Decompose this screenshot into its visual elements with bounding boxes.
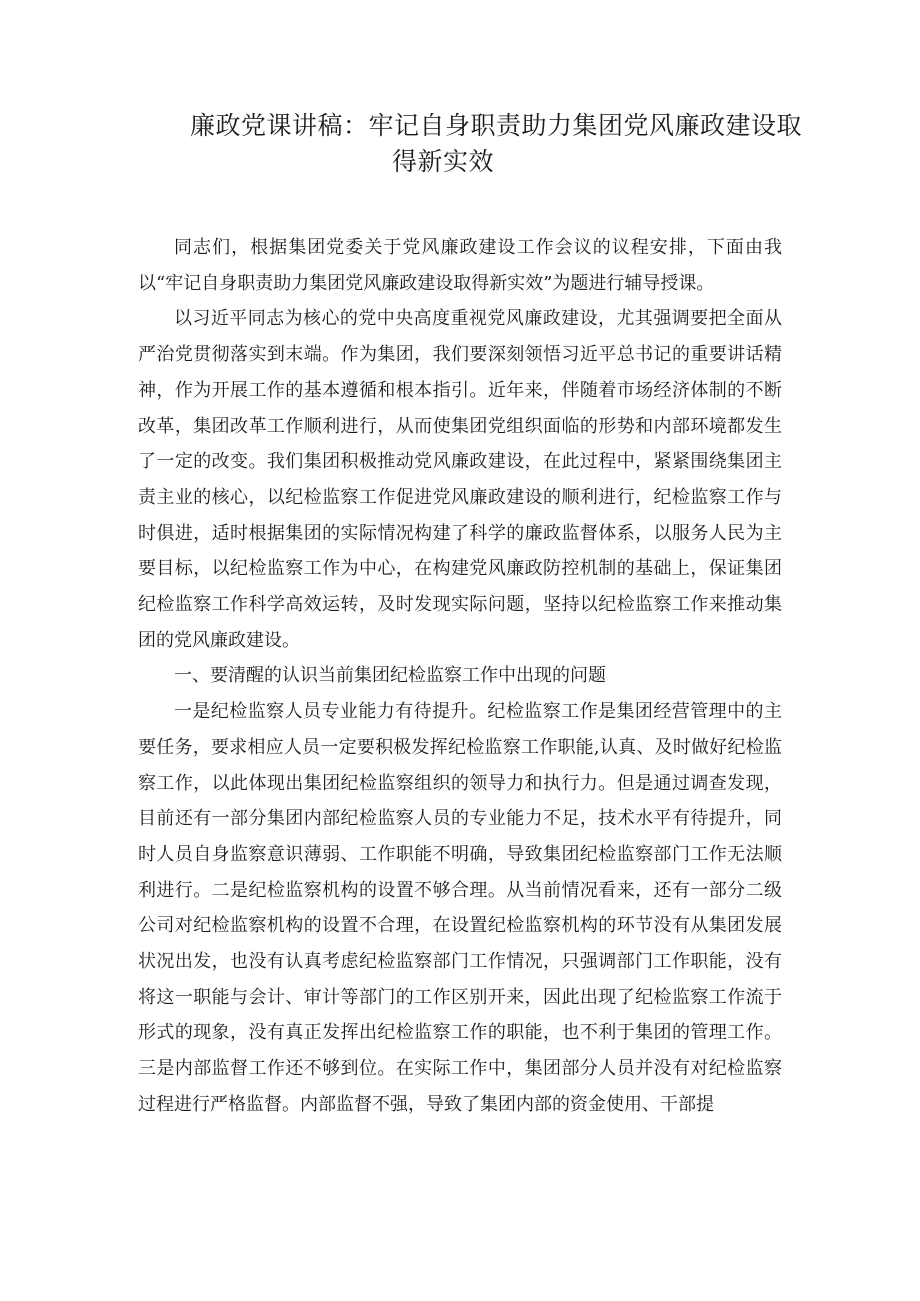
title-line-2: 得新实效 — [392, 147, 495, 176]
title-line-1: 廉政党课讲稿：牢记自身职责助力集团党风廉政建设取 — [190, 111, 803, 140]
document-title — [138, 108, 838, 180]
paragraph-problems: 一是纪检监察人员专业能力有待提升。纪检监察工作是集团经营管理中的主要任务，要求相应人员一定要积极发挥纪检监察工作职能,认真、及时做好纪检监察工作，以此体现出集团纪检监察组织的领导力和执行力。但是通过调查发现，目前还有一部分集团内部纪检监察人员的专业能力不足，技术水平有待提升，同时人员自身监察意识薄弱、工作职能不明确，导致集团纪检监察部门工作无法顺利进行。二是纪检监察机构的设置不够合理。从当前情况看来，还有一部分二级公司对纪检监察机构的设置不合理，在设置纪检监察机构的环节没有从集团发展状况出发，也没有认真考虑纪检监察部门工作情况，只强调部门工作职能，没有将这一职能与会计、审计等部门的工作区别开来，因此出现了纪检监察工作流于形式的现象，没有真正发挥出纪检监察工作的职能，也不利于集团的管理工作。三是内部监督工作还不够到位。在实际工作中，集团部分人员并没有对纪检监察过程进行严格监督。内部监督不强，导致了集团内部的资金使用、干部提 — [138, 701, 782, 1115]
document-body — [138, 230, 782, 1123]
paragraph-intro: 同志们，根据集团党委关于党风廉政建设工作会议的议程安排，下面由我以“牢记自身职责助力集团党风廉政建设取得新实效”为题进行辅导授课。 — [138, 237, 782, 294]
section-heading-1: 一、要清醒的认识当前集团纪检监察工作中出现的问题 — [174, 665, 606, 687]
paragraph-background: 以习近平同志为核心的党中央高度重视党风廉政建设，尤其强调要把全面从严治党贯彻落实到末端。作为集团，我们要深刻领悟习近平总书记的重要讲话精神，作为开展工作的基本遵循和根本指引。近年来，伴随着市场经济体制的不断改革，集团改革工作顺利进行，从而使集团党组织面临的形势和内部环境都发生了一定的改变。我们集团积极推动党风廉政建设，在此过程中，紧紧围绕集团主责主业的核心，以纪检监察工作促进党风廉政建设的顺利进行，纪检监察工作与时俱进，适时根据集团的实际情况构建了科学的廉政监督体系，以服务人民为主要目标，以纪检监察工作为中心，在构建党风廉政防控机制的基础上，保证集团纪检监察工作科学高效运转，及时发现实际问题，坚持以纪检监察工作来推动集团的党风廉政建设。 — [138, 308, 782, 651]
